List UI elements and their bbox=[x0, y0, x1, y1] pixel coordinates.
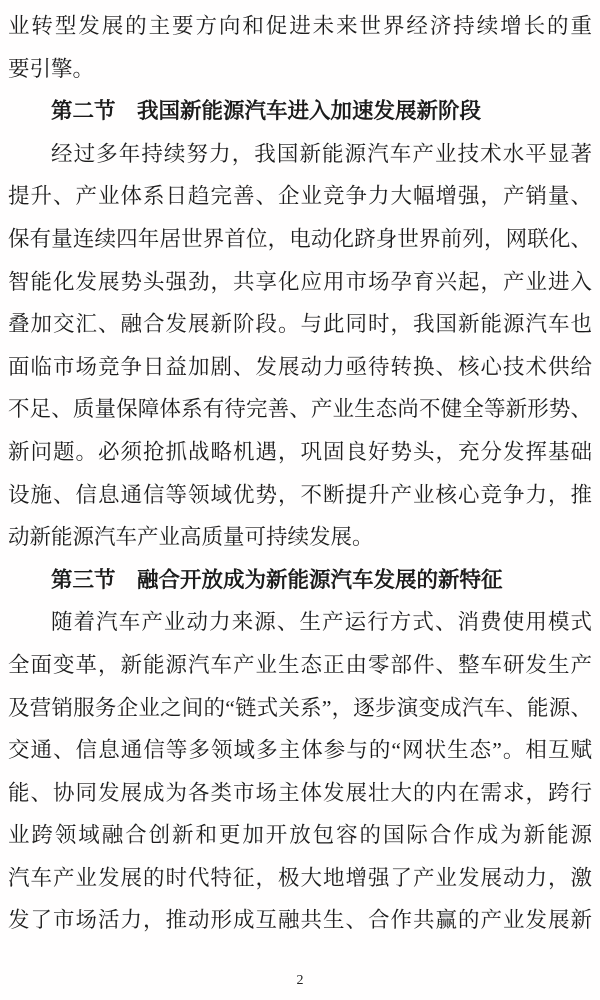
text-line: 业跨领域融合创新和更加开放包容的国际合作成为新能源 bbox=[8, 823, 592, 848]
text-line: 交通、信息通信等多领域多主体参与的“网状生态”。相互赋 bbox=[8, 738, 592, 763]
text-line: 随着汽车产业动力来源、生产运行方式、消费使用模式 bbox=[51, 610, 592, 635]
text-line: 汽车产业发展的时代特征，极大地增强了产业发展动力，激 bbox=[8, 865, 592, 890]
text-line: 发了市场活力，推动形成互融共生、合作共赢的产业发展新 bbox=[8, 908, 592, 933]
text-line: 要引擎。 bbox=[8, 56, 95, 81]
text-line: 设施、信息通信等领域优势，不断提升产业核心竞争力，推 bbox=[8, 482, 592, 507]
text-line: 业转型发展的主要方向和促进未来世界经济持续增长的重 bbox=[8, 14, 592, 38]
text-line: 面临市场竞争日益加剧、发展动力亟待转换、核心技术供给 bbox=[8, 354, 592, 379]
text-line: 叠加交汇、融合发展新阶段。与此同时，我国新能源汽车也 bbox=[8, 312, 592, 337]
text-line: 及营销服务企业之间的“链式关系”，逐步演变成汽车、能源、 bbox=[8, 695, 592, 720]
text-line: 提升、产业体系日趋完善、企业竞争力大幅增强，产销量、 bbox=[8, 184, 592, 209]
text-line: 全面变革，新能源汽车产业生态正由零部件、整车研发生产 bbox=[8, 652, 592, 677]
section-heading: 第二节 我国新能源汽车进入加速发展新阶段 bbox=[51, 99, 482, 124]
text-line: 保有量连续四年居世界首位，电动化跻身世界前列，网联化、 bbox=[8, 226, 592, 251]
text-line: 经过多年持续努力，我国新能源汽车产业技术水平显著 bbox=[51, 141, 592, 166]
text-line: 新问题。必须抢抓战略机遇，巩固良好势头，充分发挥基础 bbox=[8, 439, 592, 464]
text-line: 不足、质量保障体系有待完善、产业生态尚不健全等新形势、 bbox=[8, 397, 592, 422]
text-line: 智能化发展势头强劲，共享化应用市场孕育兴起，产业进入 bbox=[8, 269, 592, 294]
page-number: 2 bbox=[296, 973, 304, 988]
text-line: 能、协同发展成为各类市场主体发展壮大的内在需求，跨行 bbox=[8, 780, 592, 805]
section-heading: 第三节 融合开放成为新能源汽车发展的新特征 bbox=[51, 567, 503, 592]
text-line: 动新能源汽车产业高质量可持续发展。 bbox=[8, 525, 374, 550]
